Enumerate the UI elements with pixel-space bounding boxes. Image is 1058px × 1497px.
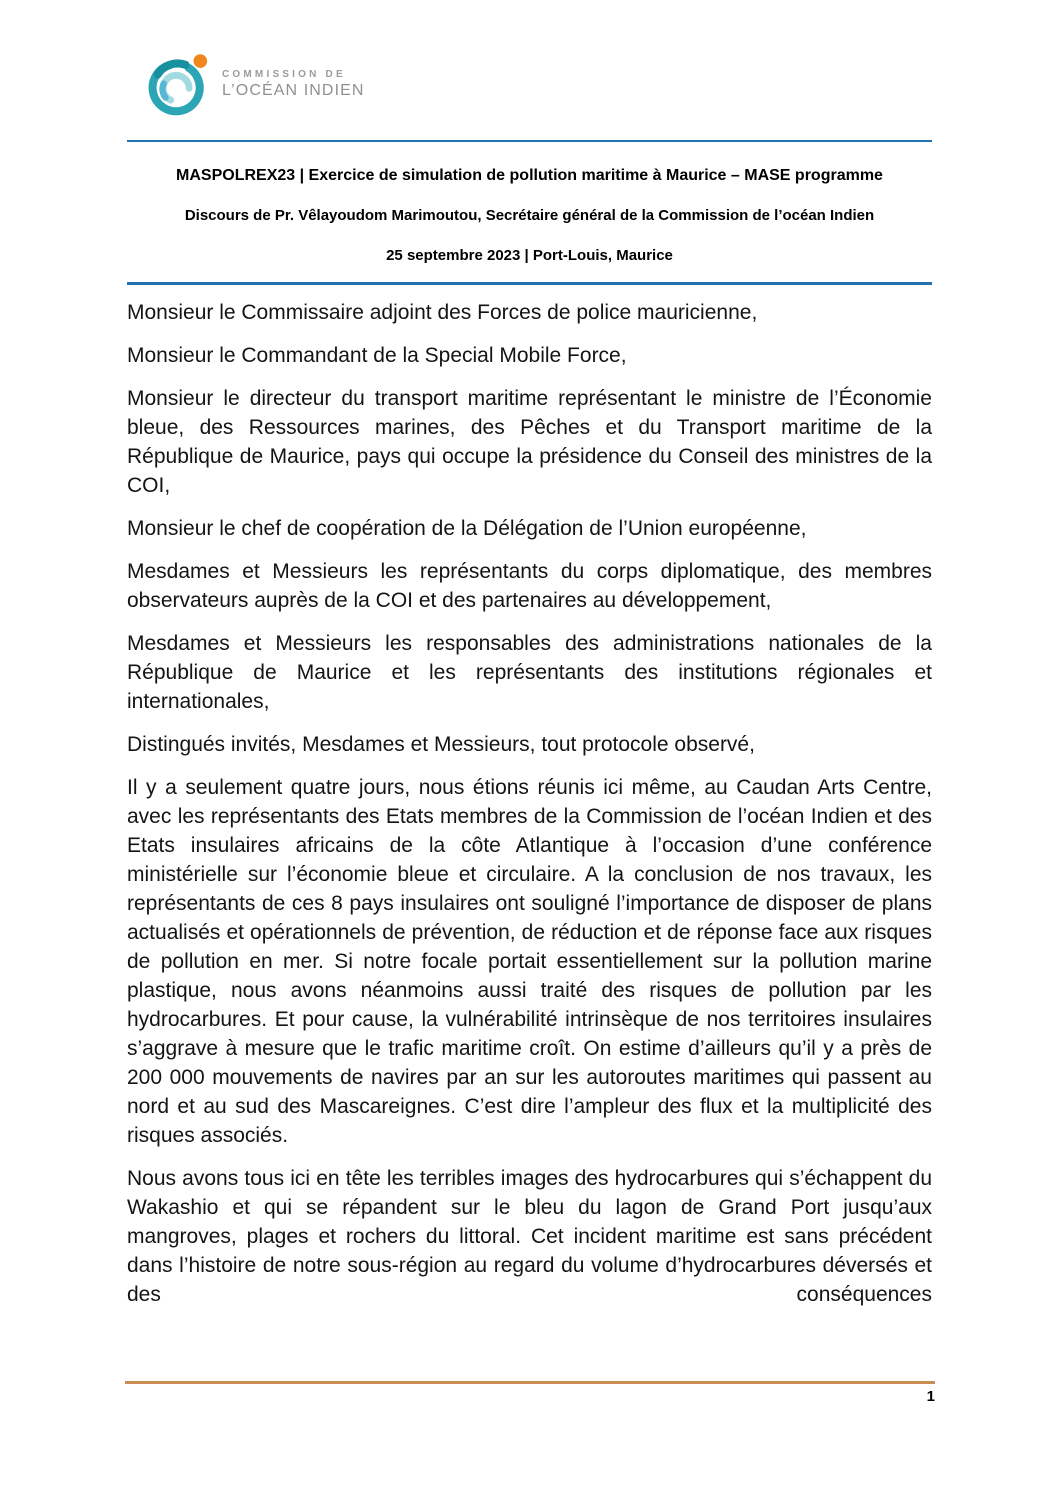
document-title: MASPOLREX23 | Exercice de simulation de pollution maritime à Maurice – MASE programme (176, 167, 883, 184)
document-dateline: 25 septembre 2023 | Port-Louis, Maurice (386, 247, 673, 264)
document-body (127, 298, 932, 1309)
paragraph-salutation-2: Monsieur le Commandant de la Special Mobile Force, (127, 344, 627, 367)
page-content (127, 0, 932, 1309)
header-divider (127, 282, 932, 285)
paragraph-body-1: Il y a seulement quatre jours, nous étions réunis ici même, au Caudan Arts Centre, avec les représentants des Etats membres de la Commission de l’océan Indien et des Etats insulaires africains de la côte Atlantique à l’occasion d’une conférence ministérielle sur l’économie bleue et circulaire. A la conclusion de nos travaux, les représentants de ces 8 pays insulaires ont souligné l’importance de disposer de plans actualisés et opérationnels de prévention, de réduction et de réponse face aux risques de pollution en mer. Si notre focale portait essentiellement sur la pollution marine plastique, nous avons néanmoins aussi traité des risques de pollution par les hydrocarbures. Et pour cause, la vulnérabilité intrinsèque de nos territoires insulaires s’aggrave à mesure que le trafic maritime croît. On estime d’ailleurs qu’il y a près de 200 000 mouvements de navires par an sur les autoroutes maritimes qui passent au nord et au sud des Mascareignes. C’est dire l’ampleur des flux et la multiplicité des risques associés. (127, 776, 932, 1147)
paragraph-salutation-1: Monsieur le Commissaire adjoint des Forces de police mauricienne, (127, 301, 758, 324)
logo-org-line1: COMMISSION DE (222, 68, 346, 80)
paragraph-salutation-4: Monsieur le chef de coopération de la Délégation de l’Union européenne, (127, 517, 807, 540)
paragraph-salutation-6: Mesdames et Messieurs les responsables des administrations nationales de la République de Maurice et les représentants des institutions régionales et internationales, (127, 632, 932, 713)
footer (125, 1381, 935, 1405)
document-subtitle: Discours de Pr. Vêlayoudom Marimoutou, Secrétaire général de la Commission de l’océan Indien (184, 207, 875, 224)
coi-logo (147, 50, 932, 118)
paragraph-salutation-5: Mesdames et Messieurs les représentants du corps diplomatique, des membres observateurs auprès de la COI et des partenaires au développement, (127, 560, 932, 612)
paragraph-salutation-3: Monsieur le directeur du transport maritime représentant le ministre de l’Économie bleue, des Ressources marines, des Pêches et du Transport maritime de la République de Maurice, pays qui occupe la présidence du Conseil des ministres de la COI, (127, 387, 932, 497)
top-divider (127, 140, 932, 142)
logo-orange-dot (194, 54, 208, 68)
logo-org-line2: L’OCÉAN INDIEN (222, 81, 365, 99)
coi-logo-icon (147, 51, 209, 117)
page-number: 1 (926, 1388, 935, 1405)
paragraph-body-2: Nous avons tous ici en tête les terribles images des hydrocarbures qui s’échappent du Wakashio et qui se répandent sur le bleu du lagon de Grand Port jusqu’aux mangroves, plages et rochers du littoral. Cet incident maritime est sans précédent dans l’histoire de notre sous-région au regard du volume d’hydrocarbures déversés et des conséquences (127, 1167, 932, 1306)
paragraph-salutation-7: Distingués invités, Mesdames et Messieurs, tout protocole observé, (127, 733, 755, 756)
coi-logo-wordmark (222, 69, 365, 100)
document-header (127, 167, 932, 264)
